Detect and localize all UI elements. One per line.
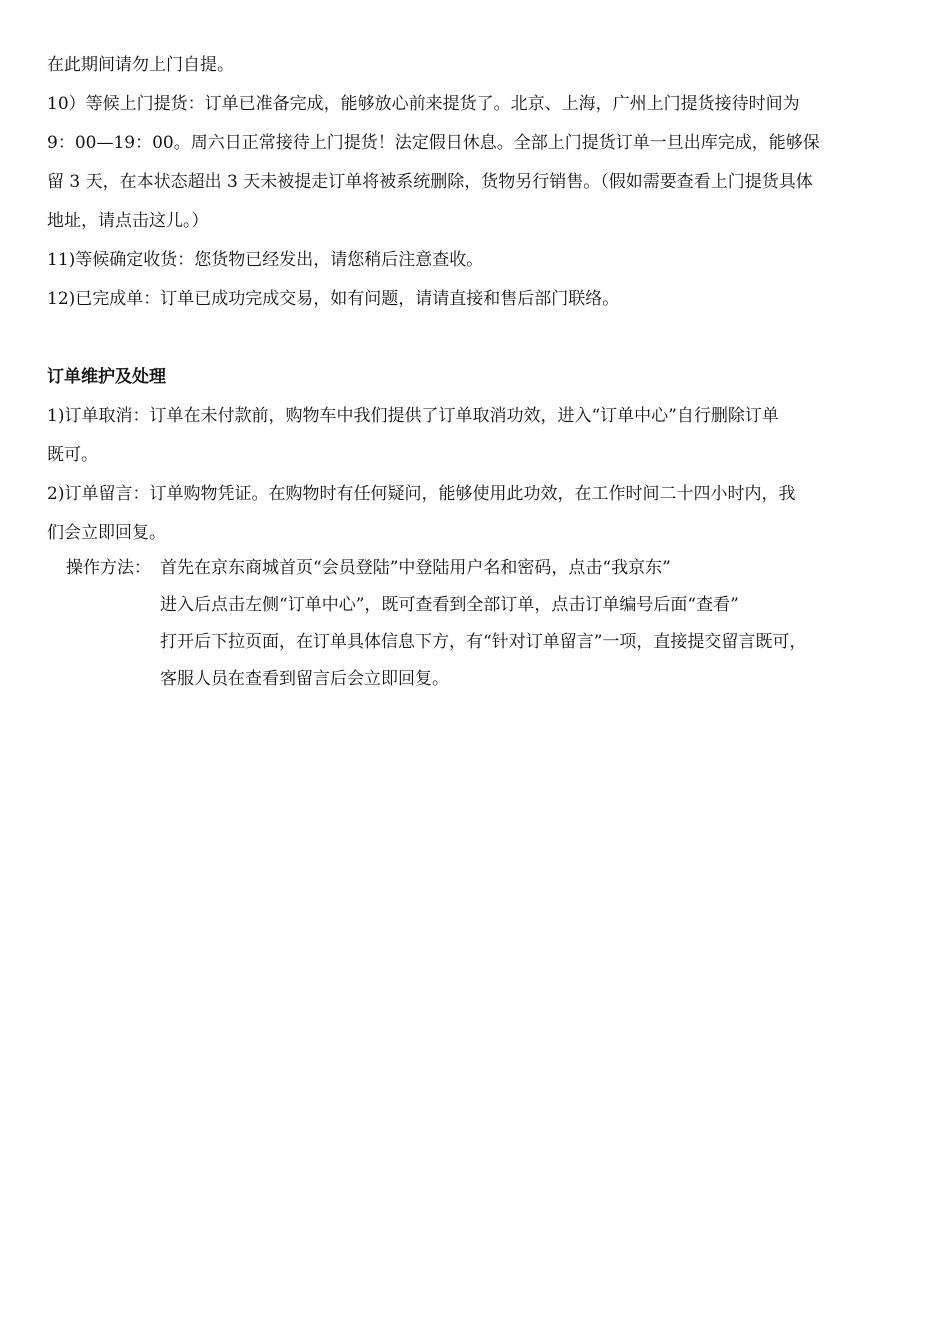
paragraph-line: 10）等候上门提货：订单已准备完成，能够放心前来提货了。北京、上海，广州上门提货接待时间为 — [47, 94, 800, 114]
paragraph-line: 既可。 — [47, 445, 98, 465]
paragraph-line: 们会立即回复。 — [47, 523, 166, 543]
operation-method-block — [47, 550, 909, 698]
blank-line — [47, 319, 909, 358]
operation-step: 打开后下拉页面，在订单具体信息下方，有“针对订单留言”一项，直接提交留言既可， — [160, 632, 807, 652]
section-heading: 订单维护及处理 — [47, 367, 166, 387]
paragraph-line: 留 3 天，在本状态超出 3 天未被提走订单将被系统删除，货物另行销售。（假如需要查看上门提货具体 — [47, 172, 813, 192]
paragraph-line: 2)订单留言：订单购物凭证。在购物时有任何疑问，能够使用此功效，在工作时间二十四小时内，我 — [47, 484, 796, 504]
order-maintenance-section — [47, 358, 909, 698]
operation-step: 进入后点击左侧“订单中心”，既可查看到全部订单，点击订单编号后面“查看” — [160, 595, 739, 615]
paragraph-line: 12)已完成单：订单已成功完成交易，如有问题，请请直接和售后部门联络。 — [47, 289, 620, 309]
paragraph-line: 地址，请点击这儿。） — [47, 211, 209, 231]
paragraph-line: 1)订单取消：订单在未付款前，购物车中我们提供了订单取消功效，进入“订单中心”自行删除订单 — [47, 406, 779, 426]
operation-method-label: 操作方法： — [66, 558, 151, 578]
operation-step: 首先在京东商城首页“会员登陆”中登陆用户名和密码，点击“我京东” — [160, 558, 671, 578]
paragraph-line: 11)等候确定收货：您货物已经发出，请您稍后注意查收。 — [47, 250, 484, 270]
document-page — [47, 46, 909, 698]
order-status-section — [47, 46, 909, 319]
paragraph-line: 在此期间请勿上门自提。 — [47, 55, 234, 75]
operation-method-first-line — [47, 550, 909, 587]
paragraph-line: 9：00—19：00。周六日正常接待上门提货！法定假日休息。全部上门提货订单一旦出库完成，能够保 — [47, 133, 820, 153]
operation-step: 客服人员在查看到留言后会立即回复。 — [160, 669, 449, 689]
